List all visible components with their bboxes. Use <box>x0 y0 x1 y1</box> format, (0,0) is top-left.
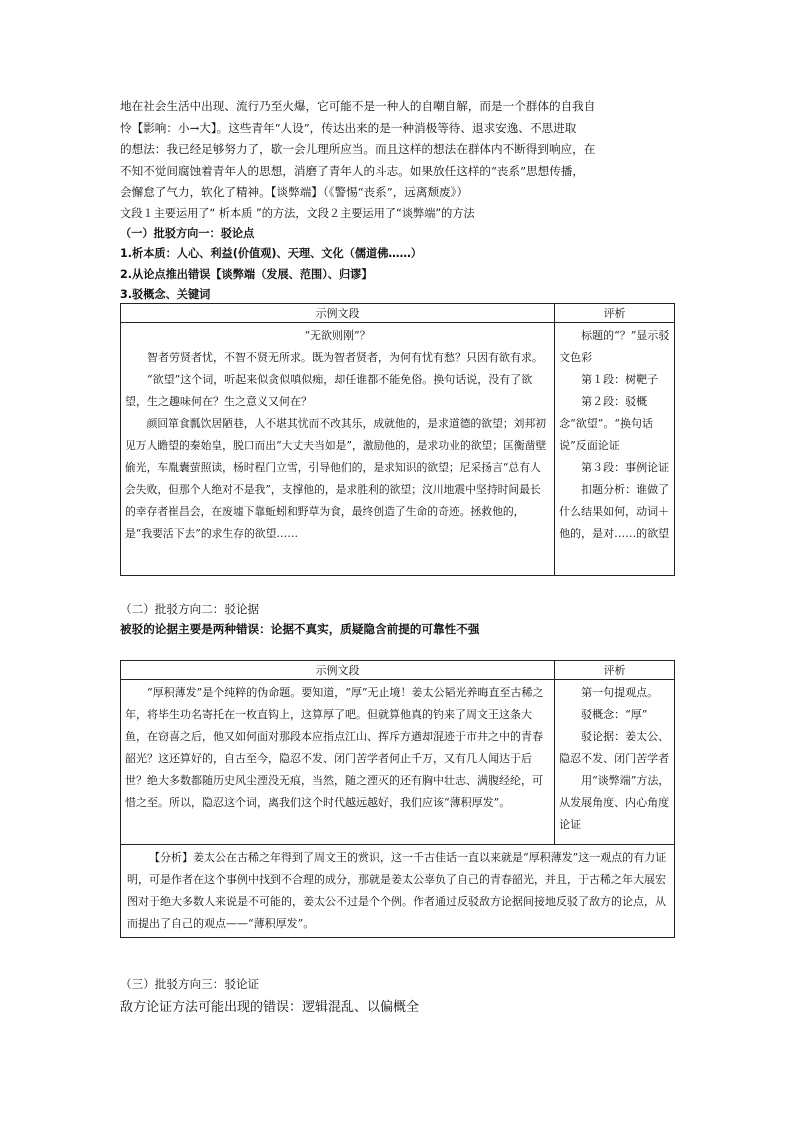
table1-example-text <box>121 323 555 576</box>
section3-subtitle: 敌方论证方法可能出现的错误：逻辑混乱、以偏概全 <box>120 1000 420 1015</box>
table1-header-left: 示例文段 <box>121 304 555 323</box>
intro-line: 的想法：我已经足够努力了，歇一会儿理所应当。而且这样的想法在群体内不断得到响应，在 <box>120 142 596 156</box>
table1-passage-title: “无欲则刚”？ <box>304 329 371 342</box>
example-table-1 <box>120 303 675 576</box>
analysis-item: 扣题分析：谁做了什么结果如何，动词＋他的，是对……的欲望 <box>559 483 670 540</box>
section2-subtitle: 被驳的论据主要是两种错误：论据不真实，质疑隐含前提的可靠性不强 <box>120 622 480 636</box>
table2-paragraph: “厚积薄发”是个纯粹的伪命题。要知道，“厚”无止境！姜太公韬光养晦直至古稀之年，将毕生功名寄托在一枚直钩上，这算厚了吧。但就算他真的钓来了周文王这条大鱼，在窃喜之后，他又如何面对那段本应指点江山、挥斥方遒却混迹于市井之中的青春韶光？这还算好的，自古至今，隐忍不发、闭门苦学者何止千万，又有几人闻达于后世？绝大多数都随历史风尘湮没无痕，当然，随之湮灭的还有胸中壮志、满腹经纶，可惜之至。所以，隐忍这个词，离我们这个时代越远越好，我们应该“薄积厚发”。 <box>125 686 544 809</box>
analysis-item: 第１段：树靶子 <box>581 373 659 386</box>
section1-item: 1.析本质：人心、利益(价值观)、天理、文化（儒道佛……） <box>120 247 422 260</box>
table1-paragraph: 智者劳贤者忧，不智不贤无所求。既为智者贤者，为何有忧有愁？只因有欲有求。 <box>147 351 543 364</box>
table1-paragraph: 颜回箪食瓢饮居陋巷，人不堪其忧而不改其乐，成就他的，是求道德的欲望；刘邦初见万人瞻望的秦始皇，脱口而出“大丈夫当如是”，激励他的，是求功业的欲望；匡衡凿壁偷光，车胤囊萤照读，杨时程门立雪，引导他们的，是求知识的欲望；尼采扬言“总有人会失败，但那个人绝对不是我”，支撑他的，是求胜利的欲望；汶川地震中坚持时间最长的幸存者崔昌会，在废墟下靠蚯蚓和野草为食，最终创造了生命的奇迹。拯救他的，是“我要活下去”的求生存的欲望…… <box>125 417 547 540</box>
table2-note-text: 【分析】姜太公在古稀之年得到了周文王的赏识，这一千古佳话一直以来就是“厚积薄发”这一观点的有力证明，可是作者在这个事例中找到不合理的成分，那就是姜太公辜负了自己的青春韶光，并且，于古稀之年大展宏图对于绝大多数人来说是不可能的，姜太公不过是个个例。作者通过反驳敌方论据间接地反驳了敌方的论点，从而提出了自己的观点——“薄积厚发”。 <box>127 851 667 930</box>
analysis-item: 驳论据：姜太公、隐忍不发、闭门苦学者 <box>559 730 670 765</box>
section1-title: （一）批驳方向一：驳论点 <box>120 227 255 240</box>
section1-item: 2.从论点推出错误【谈弊端（发展、范围）、归谬】 <box>120 268 373 281</box>
section1-item: 3.驳概念、关键词 <box>120 288 211 301</box>
summary-line: 文段１主要运用了“ 析本质 ”的方法，文段２主要运用了“谈弊端”的方法 <box>120 207 475 220</box>
intro-line: 怜【影响：小→大】。这些青年“人设”，传达出来的是一种消极等待、退求安逸、不思进取 <box>120 121 577 135</box>
intro-line: 地在社会生活中出现、流行乃至火爆，它可能不是一种人的自嘲自解，而是一个群体的自我自 <box>120 99 596 113</box>
section2-title: （二）批驳方向二：驳论据 <box>120 602 260 616</box>
analysis-item: 第３段：事例论证 <box>581 461 670 474</box>
analysis-item: 第２段：驳概念“欲望”。“换句话说”反面论证 <box>559 395 654 452</box>
table2-header-left: 示例文段 <box>121 661 555 680</box>
intro-line: 会懈怠了气力，软化了精神。【谈弊端】（《警惕“丧系”，远离颓废》） <box>120 185 469 199</box>
table2-note <box>121 845 675 938</box>
table2-analysis <box>555 680 675 845</box>
table1-paragraph: “欲望”这个词，听起来似贪似嗔似痴，却任谁都不能免俗。换句话说，没有了欲望，生之趣味何在？生之意义又何在？ <box>125 373 533 408</box>
table1-analysis <box>555 323 675 576</box>
section3-title: （三）批驳方向三：驳论证 <box>120 977 260 991</box>
analysis-item: 用“谈弊端”方法，从发展角度、内心角度论证 <box>559 774 670 831</box>
table2-header-right: 评析 <box>555 661 675 680</box>
analysis-item: 标题的“？”显示驳文色彩 <box>559 329 670 364</box>
table2-example-text <box>121 680 555 845</box>
intro-line: 不知不觉间腐蚀着青年人的思想，消磨了青年人的斗志。如果放任这样的“丧系”思想传播， <box>120 164 585 178</box>
analysis-item: 第一句提观点。 <box>581 686 659 699</box>
example-table-2 <box>120 660 675 938</box>
analysis-item: 驳概念：“厚” <box>581 708 648 721</box>
table1-header-right: 评析 <box>555 304 675 323</box>
